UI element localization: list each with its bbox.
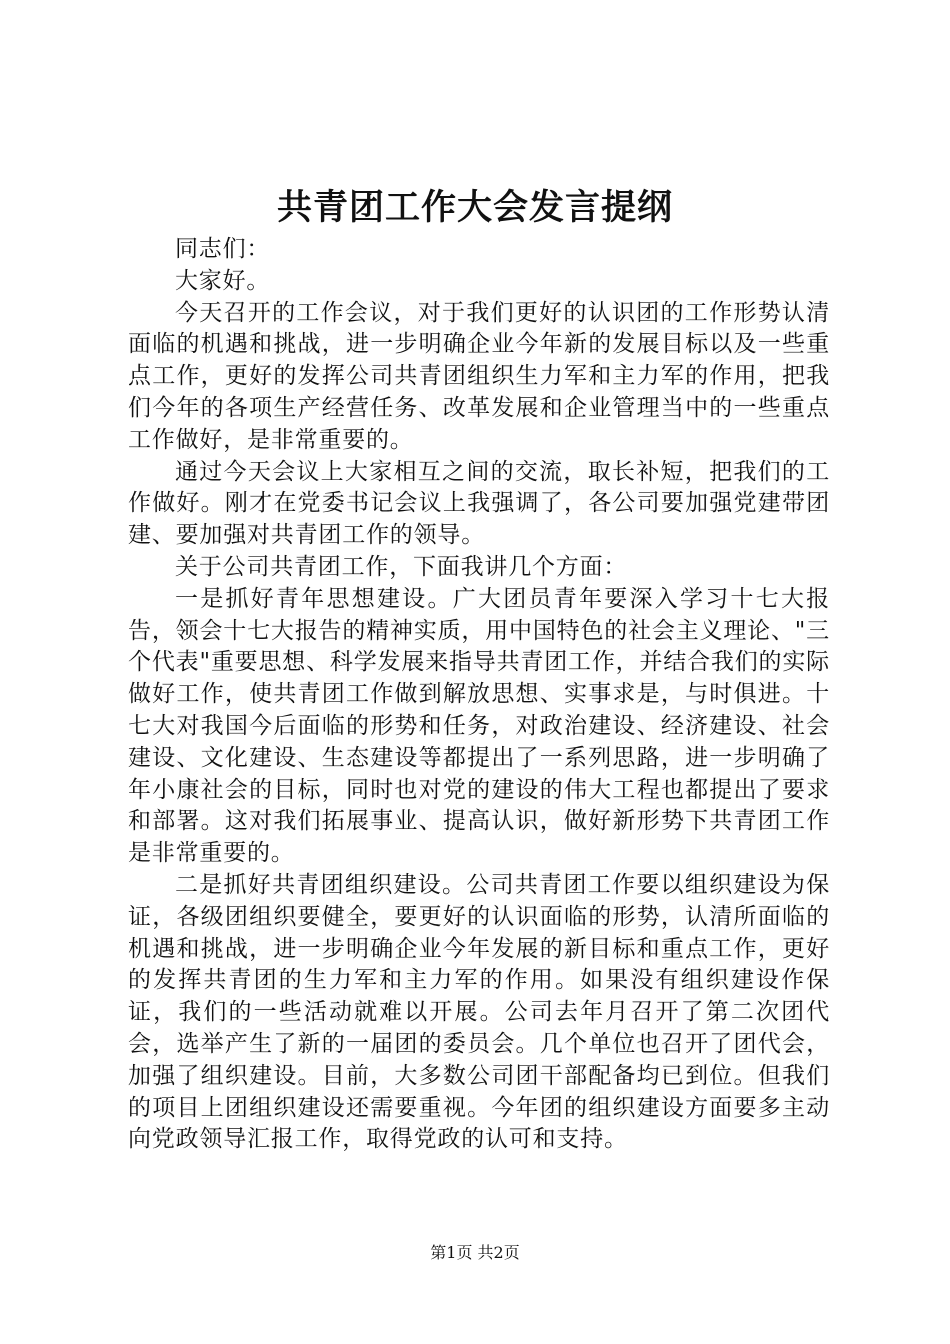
paragraph-meeting-purpose: 今天召开的工作会议，对于我们更好的认识团的工作形势认清面临的机遇和挑战，进一步明确企业今年新的发展目标以及一些重点工作，更好的发挥公司共青团组织生力军和主力军的作用，把我们今年的各项生产经营任务、改革发展和企业管理当中的一些重点工作做好，是非常重要的。 [128,299,830,453]
paragraph-intro-points: 关于公司共青团工作，下面我讲几个方面： [175,553,628,580]
paragraph-salutation: 同志们： [175,236,271,262]
paragraph-exchange: 通过今天会议上大家相互之间的交流，取长补短，把我们的工作做好。刚才在党委书记会议上我强调了，各公司要加强党建带团建、要加强对共青团工作的领导。 [128,458,830,549]
document-title: 共青团工作大会发言提纲 [276,187,673,228]
document-body [128,234,830,1156]
paragraph-point-one: 一是抓好青年思想建设。广大团员青年要深入学习十七大报告，领会十七大报告的精神实质，用中国特色的社会主义理论、"三个代表"重要思想、科学发展来指导共青团工作，并结合我们的实际做好工作，使共青团工作做到解放思想、实事求是，与时俱进。十七大对我国今后面临的形势和任务，对政治建设、经济建设、社会建设、文化建设、生态建设等都提出了一系列思路，进一步明确了年小康社会的目标，同时也对党的建设的伟大工程也都提出了要求和部署。这对我们拓展事业、提高认识，做好新形势下共青团工作是非常重要的。 [128,585,830,867]
paragraph-point-two: 二是抓好共青团组织建设。公司共青团工作要以组织建设为保证，各级团组织要健全，要更好的认识面临的形势，认清所面临的机遇和挑战，进一步明确企业今年发展的新目标和重点工作，更好的发挥共青团的生力军和主力军的作用。如果没有组织建设作保证，我们的一些活动就难以开展。公司去年月召开了第二次团代会，选举产生了新的一届团的委员会。几个单位也召开了团代会，加强了组织建设。目前，大多数公司团干部配备均已到位。但我们的项目上团组织建设还需要重视。今年团的组织建设方面要多主动向党政领导汇报工作，取得党政的认可和支持。 [128,871,830,1153]
page-number-footer: 第1页 共2页 [430,1243,520,1262]
paragraph-greeting: 大家好。 [175,267,271,294]
